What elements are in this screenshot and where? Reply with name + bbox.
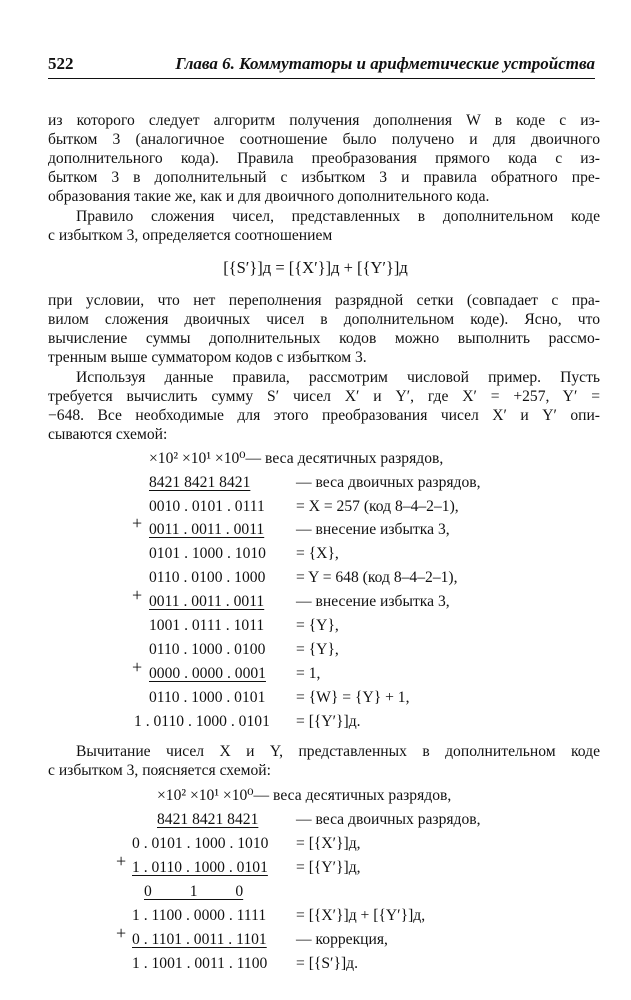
text-line: Вычитание чисел X и Y, представленных в дополнительном коде: [76, 743, 600, 760]
scheme-text: — внесение избытка 3,: [296, 593, 450, 610]
scheme-code: 0110 . 1000 . 0101: [149, 689, 266, 706]
text-line: дополнительного кода). Правила преобразования прямого кода с из-: [48, 150, 600, 167]
scheme-code: 1 . 1001 . 0011 . 1100: [132, 955, 268, 972]
text-line: тренным выше сумматором кодов с избытком 3.: [48, 349, 367, 366]
scheme-code: 0011 . 0011 . 0011: [149, 521, 265, 538]
scheme-text: = X = 257 (код 8–4–2–1),: [296, 498, 459, 515]
scheme-code: 0011 . 0011 . 0011: [149, 593, 265, 610]
text-line: вилом сложения двоичных чисел в дополнительном коде). Ясно, что: [48, 311, 600, 328]
scheme-code: 0110 . 1000 . 0100: [149, 641, 266, 658]
text-line: Используя данные правила, рассмотрим числовой пример. Пусть: [76, 369, 600, 386]
plus-sign: +: [132, 513, 143, 533]
text-line: бытком 3 (аналогичное соотношение было получено и для двоичного: [48, 131, 600, 148]
text-line: с избытком 3, поясняется схемой:: [48, 762, 271, 779]
scheme-text: = [{X′}]д + [{Y′}]д,: [296, 907, 426, 924]
scheme-code: 0 . 1101 . 0011 . 1101: [132, 931, 267, 948]
plus-sign: +: [116, 851, 127, 871]
plus-sign: +: [116, 923, 127, 943]
chapter-title: Глава 6. Коммутаторы и арифметические устройства: [175, 54, 595, 73]
scheme-code: 0000 . 0000 . 0001: [149, 665, 266, 682]
scheme-text: = [{X′}]д,: [296, 835, 361, 852]
scheme-text: = [{S′}]д.: [296, 955, 358, 972]
scheme-text: = {W} = {Y} + 1,: [296, 689, 410, 706]
text-line: требуется вычислить сумму S′ чисел X′ и Y′, где X′ = +257, Y′ =: [48, 388, 600, 405]
scheme-code: 1 . 0110 . 1000 . 0101: [132, 859, 268, 876]
scheme-text: = [{Y′}]д.: [296, 713, 361, 730]
scheme-text: = {X},: [296, 545, 339, 562]
scheme-text: = [{Y′}]д,: [296, 859, 361, 876]
scheme-text: — коррекция,: [296, 931, 388, 948]
scheme-text: = {Y},: [296, 617, 339, 634]
scheme-text: — веса двоичных разрядов,: [296, 474, 481, 491]
scheme-header-weights: ×10² ×10¹ ×10⁰— веса десятичных разрядов,: [149, 450, 444, 467]
scheme-text: = {Y},: [296, 641, 339, 658]
text-line: с избытком 3, определяется соотношением: [48, 227, 333, 244]
carry-digits: 0 1 0: [144, 883, 244, 900]
text-line: бытком 3 в дополнительный с избытком 3 и правила обратного пре-: [48, 169, 600, 186]
scheme-text: — внесение избытка 3,: [296, 521, 450, 538]
scheme-code: 1001 . 0111 . 1011: [149, 617, 265, 634]
text-line: из которого следует алгоритм получения дополнения W в коде с из-: [48, 112, 600, 129]
text-line: Правило сложения чисел, представленных в дополнительном коде: [76, 208, 600, 225]
scheme-code: 1 . 0110 . 1000 . 0101: [134, 713, 270, 730]
text-line: образования такие же, как и для двоичного дополнительного кода.: [48, 188, 490, 205]
running-header: [48, 52, 595, 79]
scheme-code: 0010 . 0101 . 0111: [149, 498, 265, 515]
plus-sign: +: [132, 657, 143, 677]
text-line: при условии, что нет переполнения разрядной сетки (совпадает с пра-: [48, 292, 600, 309]
scheme-code: 8421 8421 8421: [149, 474, 251, 491]
text-line: −648. Все необходимые для этого преобразования чисел X′ и Y′ опи-: [48, 407, 600, 424]
text-line: вычисление суммы дополнительных кодов можно выполнить рассмо-: [48, 330, 600, 347]
scheme-code: 8421 8421 8421: [157, 811, 259, 828]
scheme-code: 0110 . 0100 . 1000: [149, 569, 266, 586]
text-line: сываются схемой:: [48, 426, 168, 443]
plus-sign: +: [132, 585, 143, 605]
sum-formula: [{S′}]д = [{X′}]д + [{Y′}]д: [223, 258, 408, 277]
scheme-code: 0101 . 1000 . 1010: [149, 545, 266, 562]
scheme-text: — веса двоичных разрядов,: [296, 811, 481, 828]
scheme-code: 1 . 1100 . 0000 . 1111: [132, 907, 267, 924]
page-number: 522: [48, 54, 74, 73]
scheme-text: = 1,: [296, 665, 321, 682]
scheme-header-weights: ×10² ×10¹ ×10⁰— веса десятичных разрядов,: [157, 787, 452, 804]
scheme-text: = Y = 648 (код 8–4–2–1),: [296, 569, 458, 586]
scheme-code: 0 . 0101 . 1000 . 1010: [132, 835, 269, 852]
